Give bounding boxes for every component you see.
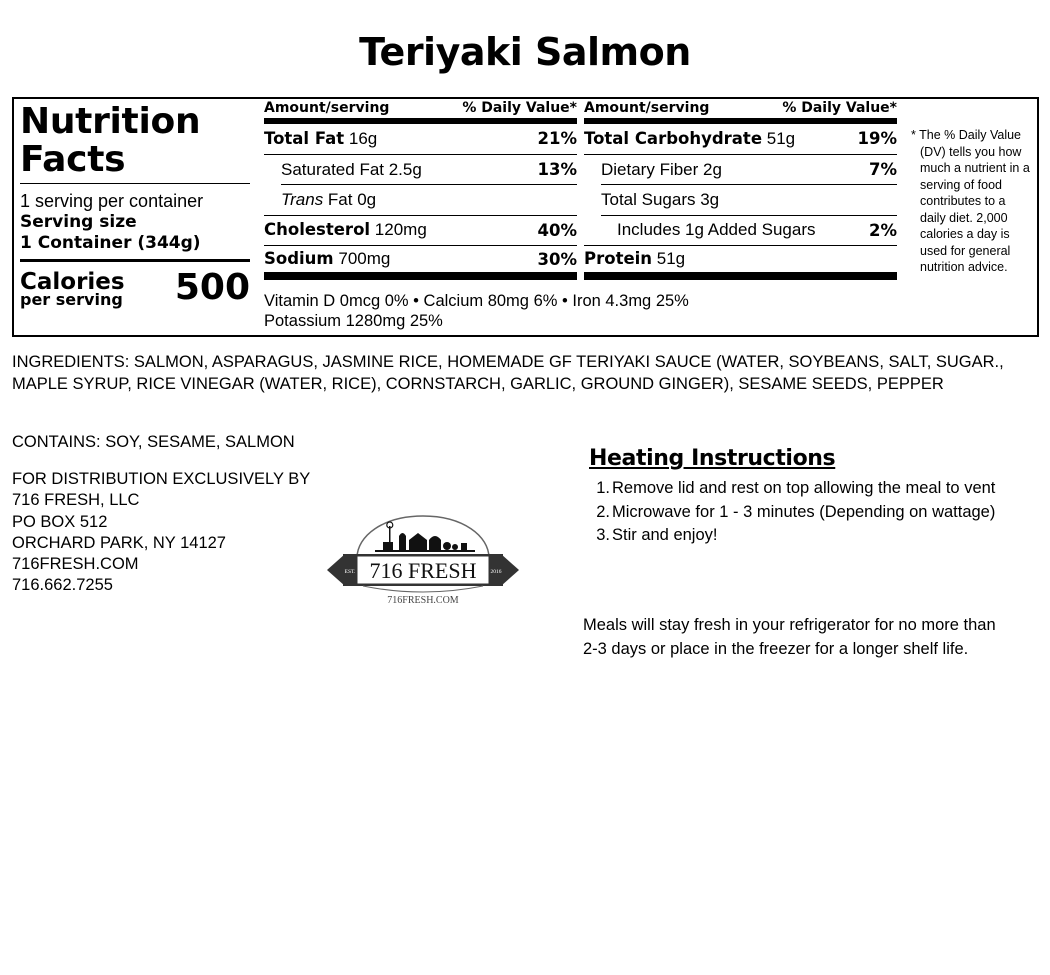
nutrient-name: Dietary Fiber 2g [601,159,722,179]
allergens-text: CONTAINS: SOY, SESAME, SALMON [12,433,295,451]
step-text: Microwave for 1 - 3 minutes (Depending on wattage) [612,502,996,521]
step-text: Stir and enjoy! [612,526,718,544]
nutrient-row-dietary-fiber [584,155,897,186]
distributor-line: 716 FRESH, LLC [12,491,140,510]
nutrient-row-total-sugars [584,185,897,216]
header-daily-value: % Daily Value* [782,100,897,116]
nutrient-name: Includes 1g Added Sugars [617,220,816,240]
servings-per-container: 1 serving per container [20,191,204,211]
header-amount: Amount/serving [264,100,390,116]
nutrient-percent: 7% [868,160,897,180]
heating-title: Heating Instructions [589,446,836,471]
step-number: 2. [596,502,610,521]
nutrient-table-right [584,100,897,280]
nutrient-name: Saturated Fat 2.5g [281,159,422,179]
calories-label: Calories [20,269,125,295]
nutrient-name: Fat 0g [323,189,377,209]
brand-logo [323,508,523,608]
nutrient-percent: 30% [537,249,577,269]
logo-est: EST. [344,569,356,575]
logo-ribbon-right [501,554,519,586]
nutrient-amount: 16g [344,128,378,148]
table-header [584,100,897,124]
nutrient-row-total-fat [264,124,577,155]
nutrient-name: Protein [584,249,653,268]
serving-size-value: 1 Container (344g) [20,233,201,253]
calories-label-group [20,269,125,309]
vitamins-line-1: Vitamin D 0mcg 0% • Calcium 80mg 6% • Iron 4.3mg 25% [264,292,689,310]
distributor-line: 716.662.7255 [12,576,113,595]
nutrient-name: Total Carbohydrate [584,128,763,148]
heading-line-1: Nutrition [20,101,201,142]
logo-url: 716FRESH.COM [387,595,459,606]
ingredients-text: INGREDIENTS: SALMON, ASPARAGUS, JASMINE RICE, HOMEMADE GF TERIYAKI SAUCE (WATER, SOYBEANS, SALT, SUGAR., MAPLE SYRUP, RICE VINEGAR (WATER, RICE), CORNSTARCH, GARLIC, GROUND GINGER), SESAME SEEDS, PEPPER [12,353,1004,393]
nutrient-row-added-sugars [584,216,897,247]
nutrient-percent: 19% [857,129,897,149]
nutrition-facts-panel [12,97,1039,337]
nutrient-percent: 13% [537,160,577,180]
nutrient-row-total-carbohydrate [584,124,897,155]
calories-sublabel: per serving [20,290,123,309]
nutrient-amount: 51g [762,128,796,148]
heading-line-2: Facts [20,139,126,180]
heating-instructions [589,445,1009,548]
distributor-line: ORCHARD PARK, NY 14127 [12,533,226,552]
heating-step [589,524,1009,548]
nutrient-amount: 51g [652,249,686,268]
product-title: Teriyaki Salmon [359,30,691,74]
footnote-rest: (DV) tells you how much a nutrient in a serving of food contributes to a daily diet. 2,000 calories a day is used for general nutrition advice. [920,144,1030,274]
nutrient-name: Cholesterol [264,220,371,240]
nutrient-row-saturated-fat [264,155,577,186]
header-daily-value: % Daily Value* [462,100,577,116]
vitamins-line-2: Potassium 1280mg 25% [264,312,443,330]
calories-value: 500 [174,267,250,308]
facts-column [20,103,250,308]
nutrient-row-trans-fat [264,185,577,216]
nutrient-table-left [264,100,577,280]
nutrient-row-sodium [264,246,577,280]
distributor-line: 716FRESH.COM [12,555,139,574]
logo-ribbon-left [327,554,345,586]
nutrient-name: Sodium [264,249,334,268]
nutrient-name: Total Sugars 3g [601,190,720,210]
logo-brand-text: 716 FRESH [369,558,477,583]
daily-value-footnote [911,127,1033,276]
heating-step [589,501,1009,525]
logo-year: 2016 [490,569,502,575]
distributor-line: PO BOX 512 [12,512,108,531]
serving-size-label: Serving size [20,212,137,232]
nutrient-percent: 40% [537,220,577,240]
header-amount: Amount/serving [584,100,710,116]
storage-note: Meals will stay fresh in your refrigerator for no more than 2-3 days or place in the freezer for a longer shelf life. [583,616,996,658]
nutrient-row-protein [584,246,897,280]
divider [20,183,250,184]
step-text: Remove lid and rest on top allowing the meal to vent [612,479,996,497]
distributor-info [12,469,310,597]
nutrient-percent: 21% [537,129,577,149]
nutrition-facts-heading [20,103,250,179]
footnote-line-1: * The % Daily Value [911,128,1022,142]
step-number: 1. [596,479,610,497]
calories-row [20,262,250,308]
nutrient-amount: 700mg [333,249,391,268]
heating-step [589,477,1009,501]
vitamins-minerals [264,291,689,331]
nutrient-percent: 2% [868,220,897,240]
table-header [264,100,577,124]
nutrient-name: Total Fat [264,128,345,148]
logo-underline [363,586,483,592]
step-number: 3. [596,526,610,544]
nutrient-amount: 120mg [370,220,427,240]
distributor-line: FOR DISTRIBUTION EXCLUSIVELY BY [12,470,311,488]
nutrient-name-italic: Trans [281,189,324,209]
nutrient-row-cholesterol [264,216,577,247]
heating-steps [589,477,1009,548]
